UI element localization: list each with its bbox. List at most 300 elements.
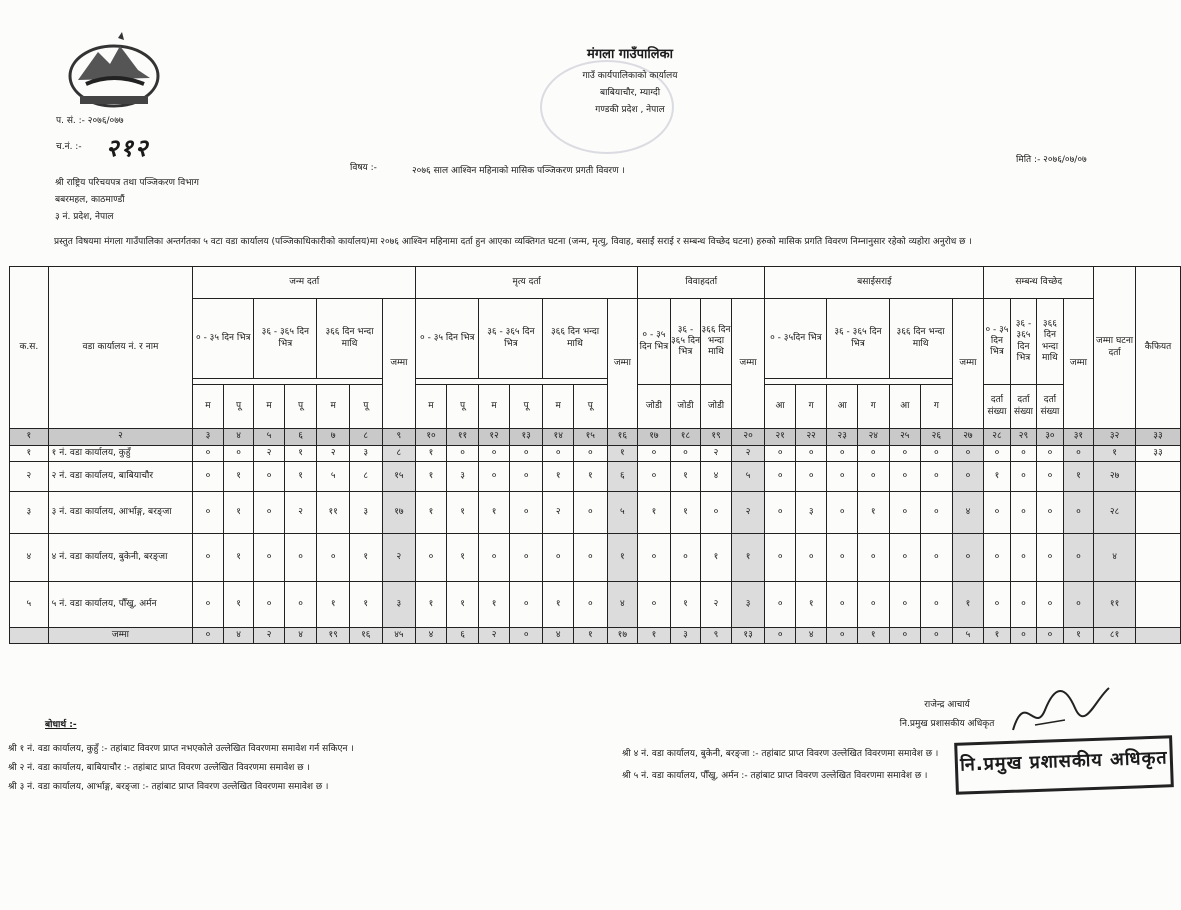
table-row xyxy=(10,534,1181,582)
total-value: ४ xyxy=(795,628,827,644)
recipient-line2: बबरमहल, काठमाण्डौं xyxy=(55,195,125,205)
column-number: १० xyxy=(416,429,447,446)
row-sn: ४ xyxy=(10,534,49,582)
birth-366: ३६६ दिन भन्दा माथि xyxy=(317,299,382,379)
column-number: १३ xyxy=(509,429,543,446)
column-number: २३ xyxy=(827,429,858,446)
total-value: ९ xyxy=(701,628,732,644)
row-sn: १ xyxy=(10,446,49,462)
intro-paragraph: प्रस्तुत विषयमा मंगला गाउँपालिका अन्तर्गतका ५ वटा वडा कार्यालय (पञ्जिकाधिकारीको कार्यालय)मा २०७६ आश्विन महिनामा दर्ता हुन आएका व्यक्तिगत घटना (जन्म, मृत्यु, विवाह, बसाईं सराई र सम्बन्ध विच्छेद घटना) हरुको मासिक प्रगति विवरण निम्नानुसार रहेको व्यहोरा अनुरोध छ । xyxy=(54,237,972,247)
migration-0-35: ० - ३५दिन भित्र xyxy=(765,299,827,379)
row-value: १ xyxy=(446,534,479,582)
row-total-events: १ xyxy=(1094,446,1136,462)
column-number: २४ xyxy=(858,429,890,446)
subject-text: २०७६ साल आश्विन महिनाको मासिक पञ्जिकरण प्रगती विवरण । xyxy=(412,166,625,176)
total-value: ४ xyxy=(284,628,317,644)
row-value: ० xyxy=(1063,534,1094,582)
row-value: ० xyxy=(574,534,608,582)
row-value: ० xyxy=(921,462,953,492)
total-value: ० xyxy=(509,628,543,644)
column-number: १८ xyxy=(670,429,701,446)
row-value: ० xyxy=(284,582,317,628)
death-0-35: ० - ३५ दिन भित्र xyxy=(416,299,479,379)
row-value: ० xyxy=(1063,446,1094,462)
row-value: ० xyxy=(984,492,1010,534)
row-value: १ xyxy=(543,582,574,628)
row-value: १ xyxy=(670,492,701,534)
column-number: ७ xyxy=(317,429,350,446)
row-value: २ xyxy=(254,446,285,462)
row-value: २ xyxy=(731,446,765,462)
row-value: १ xyxy=(795,582,827,628)
sub-pair: जोडी xyxy=(638,385,671,429)
total-value: ३ xyxy=(670,628,701,644)
column-number: ६ xyxy=(284,429,317,446)
row-value: १ xyxy=(317,582,350,628)
column-number: १७ xyxy=(638,429,671,446)
marriage-36-365: ३६ - ३६५ दिन भित्र xyxy=(670,299,701,385)
sub-reg-count: दर्ता संख्या xyxy=(984,385,1010,429)
column-number: २८ xyxy=(984,429,1010,446)
table-row xyxy=(10,492,1181,534)
row-value: ० xyxy=(446,446,479,462)
row-value: २ xyxy=(731,492,765,534)
column-number: ३२ xyxy=(1094,429,1136,446)
note-2: श्री २ नं. वडा कार्यालय, बाबियाचौर :- तहांबाट प्राप्त विवरण उल्लेखित विवरणमा समावेश छ । xyxy=(8,763,310,773)
row-value: ० xyxy=(827,534,858,582)
total-value: १३ xyxy=(731,628,765,644)
official-stamp: नि.प्रमुख प्रशासकीय अधिकृत xyxy=(954,735,1174,795)
marriage-0-35: ० - ३५ दिन भित्र xyxy=(638,299,671,385)
total-value: ४ xyxy=(543,628,574,644)
marriage-sum: जम्मा xyxy=(731,299,765,429)
total-value: ० xyxy=(827,628,858,644)
total-row xyxy=(10,628,1181,644)
row-value: ० xyxy=(827,462,858,492)
row-value: २ xyxy=(284,492,317,534)
row-value: २ xyxy=(701,582,732,628)
row-value: ३ xyxy=(382,582,416,628)
row-value: ० xyxy=(1010,534,1036,582)
row-value: ० xyxy=(984,582,1010,628)
row-value: ० xyxy=(223,446,254,462)
table-row xyxy=(10,462,1181,492)
column-number: २७ xyxy=(952,429,984,446)
total-value: १७ xyxy=(607,628,638,644)
recipient-line3: ३ नं. प्रदेश, नेपाल xyxy=(55,212,114,222)
birth-36-365: ३६ - ३६५ दिन भित्र xyxy=(254,299,317,379)
row-value: ० xyxy=(509,582,543,628)
row-total-events: २८ xyxy=(1094,492,1136,534)
row-value: ० xyxy=(638,446,671,462)
total-value: ० xyxy=(889,628,921,644)
row-value: १५ xyxy=(382,462,416,492)
total-value: १६ xyxy=(349,628,382,644)
migration-36-365: ३६ - ३६५ दिन भित्र xyxy=(827,299,889,379)
row-value: १ xyxy=(416,492,447,534)
row-value: ० xyxy=(827,492,858,534)
row-value: ० xyxy=(638,582,671,628)
row-value: ० xyxy=(765,492,796,534)
row-value: ३ xyxy=(446,462,479,492)
sub-female: पू xyxy=(223,385,254,429)
column-number: १४ xyxy=(543,429,574,446)
row-value: १ xyxy=(479,492,510,534)
row-value: २ xyxy=(701,446,732,462)
column-number: १ xyxy=(10,429,49,446)
column-number: ३० xyxy=(1037,429,1063,446)
row-value: ० xyxy=(1010,446,1036,462)
row-value: ३ xyxy=(349,446,382,462)
column-number: १५ xyxy=(574,429,608,446)
row-value: ० xyxy=(1010,582,1036,628)
row-value: ० xyxy=(827,446,858,462)
row-value: १ xyxy=(638,492,671,534)
row-value: १ xyxy=(670,582,701,628)
total-value: ० xyxy=(765,628,796,644)
row-ward-name: २ नं. वडा कार्यालय, बाबियाचौर xyxy=(48,462,193,492)
row-value: ० xyxy=(670,446,701,462)
sub-female: पू xyxy=(446,385,479,429)
note-1: श्री १ नं. वडा कार्यालय, कुहुँ :- तहांबाट विवरण प्राप्त नभएकोले उल्लेखित विवरणमा समावेश गर्न सकिएन । xyxy=(8,744,354,754)
divorce-0-35: ० - ३५ दिन भित्र xyxy=(984,299,1010,385)
table-row xyxy=(10,446,1181,462)
row-value: १ xyxy=(952,582,984,628)
total-value: ४५ xyxy=(382,628,416,644)
chalani-label: च.नं. :- xyxy=(56,142,82,152)
row-total-events: २७ xyxy=(1094,462,1136,492)
office-name: मंगला गाउँपालिका xyxy=(587,47,673,62)
row-value: ० xyxy=(795,446,827,462)
row-value: ० xyxy=(284,534,317,582)
row-value: १७ xyxy=(382,492,416,534)
total-value: २ xyxy=(254,628,285,644)
column-number: ३१ xyxy=(1063,429,1094,446)
sub-out: ग xyxy=(858,385,890,429)
row-value: १ xyxy=(223,534,254,582)
row-value: १ xyxy=(416,446,447,462)
row-ward-name: ३ नं. वडा कार्यालय, आर्भाङ्ग, बरङ्जा xyxy=(48,492,193,534)
row-value: ० xyxy=(254,534,285,582)
row-value: ० xyxy=(765,582,796,628)
divorce-36-365: ३६ - ३६५ दिन भित्र xyxy=(1010,299,1036,385)
row-value: १ xyxy=(446,492,479,534)
row-value: ० xyxy=(1037,446,1063,462)
row-remarks: ३३ xyxy=(1135,446,1180,462)
column-number: १२ xyxy=(479,429,510,446)
row-value: १ xyxy=(416,582,447,628)
column-number: ८ xyxy=(349,429,382,446)
total-value: ५ xyxy=(952,628,984,644)
sub-pair: जोडी xyxy=(670,385,701,429)
row-value: ० xyxy=(479,534,510,582)
total-value: १ xyxy=(574,628,608,644)
death-sum: जम्मा xyxy=(607,299,638,429)
date: मिति :- २०७६/०७/०७ xyxy=(1016,155,1087,165)
office-line1: गाउँ कार्यपालिकाको कार्यालय xyxy=(582,71,678,81)
divorce-sum: जम्मा xyxy=(1063,299,1094,429)
row-value: ० xyxy=(254,492,285,534)
row-value: १ xyxy=(349,534,382,582)
row-value: १ xyxy=(223,462,254,492)
row-value: ० xyxy=(1010,462,1036,492)
death-366: ३६६ दिन भन्दा माथि xyxy=(543,299,607,379)
column-number: ९ xyxy=(382,429,416,446)
row-value: ० xyxy=(765,534,796,582)
column-number: ३३ xyxy=(1135,429,1180,446)
column-number: २९ xyxy=(1010,429,1036,446)
column-number: ४ xyxy=(223,429,254,446)
sub-out: ग xyxy=(795,385,827,429)
sub-female: पू xyxy=(349,385,382,429)
nepal-emblem-icon xyxy=(58,30,170,112)
sub-male: म xyxy=(317,385,350,429)
row-value: ५ xyxy=(731,462,765,492)
row-value: ३ xyxy=(731,582,765,628)
sub-out: ग xyxy=(921,385,953,429)
total-value: २ xyxy=(479,628,510,644)
row-ward-name: ४ नं. वडा कार्यालय, बुकेनी, बरङ्जा xyxy=(48,534,193,582)
column-number: २१ xyxy=(765,429,796,446)
row-value: ३ xyxy=(349,492,382,534)
row-value: ४ xyxy=(952,492,984,534)
total-value: ८१ xyxy=(1094,628,1136,644)
birth-0-35: ० - ३५ दिन भित्र xyxy=(193,299,254,379)
note-5: श्री ५ नं. वडा कार्यालय, पौँखु, अर्मन :- तहांबाट प्राप्त विवरण उल्लेखित विवरणमा समावेश छ । xyxy=(622,771,928,781)
row-value: ० xyxy=(193,446,224,462)
row-value: २ xyxy=(382,534,416,582)
header-migration: बसाईसराई xyxy=(765,267,984,299)
signature-scribble xyxy=(1005,680,1115,740)
row-value: १ xyxy=(984,462,1010,492)
row-value: ० xyxy=(952,446,984,462)
header-marriage: विवाहदर्ता xyxy=(638,267,765,299)
sub-female: पू xyxy=(284,385,317,429)
row-value: १ xyxy=(223,492,254,534)
row-value: ० xyxy=(889,446,921,462)
marriage-366: ३६६ दिन भन्दा माथि xyxy=(701,299,732,385)
row-value: १ xyxy=(349,582,382,628)
sub-pair: जोडी xyxy=(701,385,732,429)
row-value: १ xyxy=(701,534,732,582)
row-sn: ५ xyxy=(10,582,49,628)
sub-reg-count: दर्ता संख्या xyxy=(1037,385,1063,429)
total-value: ० xyxy=(1037,628,1063,644)
subject-label: विषय :- xyxy=(350,163,377,173)
column-number: २२ xyxy=(795,429,827,446)
sub-female: पू xyxy=(509,385,543,429)
sub-reg-count: दर्ता संख्या xyxy=(1010,385,1036,429)
column-number: १६ xyxy=(607,429,638,446)
row-value: १ xyxy=(284,462,317,492)
row-value: ० xyxy=(889,462,921,492)
sub-male: म xyxy=(193,385,224,429)
row-value: ० xyxy=(574,492,608,534)
row-value: ० xyxy=(1063,582,1094,628)
row-value: ० xyxy=(889,582,921,628)
header-total-events: जम्मा घटना दर्ता xyxy=(1094,267,1136,429)
row-value: ० xyxy=(543,446,574,462)
header-birth: जन्म दर्ता xyxy=(193,267,416,299)
total-value: ६ xyxy=(446,628,479,644)
row-value: ० xyxy=(952,462,984,492)
row-value: ४ xyxy=(701,462,732,492)
note-3: श्री ३ नं. वडा कार्यालय, आर्भाङ्ग, बरङ्जा :- तहांबाट प्राप्त विवरण उल्लेखित विवरणमा समावेश छ । xyxy=(8,782,329,792)
sub-male: म xyxy=(416,385,447,429)
row-value: १ xyxy=(858,492,890,534)
sub-in: आ xyxy=(827,385,858,429)
row-value: १ xyxy=(416,462,447,492)
office-line2: बाबियाचौर, म्याग्दी xyxy=(599,88,661,98)
total-value: १ xyxy=(984,628,1010,644)
column-number-row xyxy=(10,429,1181,446)
divorce-366: ३६६ दिन भन्दा माथि xyxy=(1037,299,1063,385)
row-sn: २ xyxy=(10,462,49,492)
row-value: ० xyxy=(193,492,224,534)
office-line3: गण्डकी प्रदेश , नेपाल xyxy=(595,105,665,115)
row-value: ० xyxy=(858,462,890,492)
column-number: २६ xyxy=(921,429,953,446)
row-value: ११ xyxy=(317,492,350,534)
row-value: ० xyxy=(574,446,608,462)
notes-title: बोधार्थ :- xyxy=(45,720,77,730)
row-value: १ xyxy=(479,582,510,628)
row-value: ० xyxy=(479,462,510,492)
row-value: ० xyxy=(765,462,796,492)
row-value: १ xyxy=(607,446,638,462)
column-number: २५ xyxy=(889,429,921,446)
row-value: १ xyxy=(574,462,608,492)
row-value: २ xyxy=(543,492,574,534)
row-value: ० xyxy=(984,446,1010,462)
row-value: १ xyxy=(284,446,317,462)
row-value: ० xyxy=(193,462,224,492)
row-value: ० xyxy=(921,582,953,628)
row-value: ० xyxy=(254,582,285,628)
note-4: श्री ४ नं. वडा कार्यालय, बुकेनी, बरङ्जा :- तहांबाट प्राप्त विवरण उल्लेखित विवरणमा समावेश छ । xyxy=(622,749,939,759)
row-value: ० xyxy=(1037,534,1063,582)
row-value: ३ xyxy=(795,492,827,534)
total-value: ० xyxy=(193,628,224,644)
row-remarks xyxy=(1135,582,1180,628)
row-value: ५ xyxy=(317,462,350,492)
row-value: १ xyxy=(1063,462,1094,492)
total-value: ४ xyxy=(416,628,447,644)
row-value: ० xyxy=(858,534,890,582)
column-number: ३ xyxy=(193,429,224,446)
row-value: ० xyxy=(765,446,796,462)
row-ward-name: १ नं. वडा कार्यालय, कुहुँ xyxy=(48,446,193,462)
row-value: ० xyxy=(921,492,953,534)
birth-sum: जम्मा xyxy=(382,299,416,429)
row-value: ० xyxy=(889,534,921,582)
sub-in: आ xyxy=(889,385,921,429)
column-number: १९ xyxy=(701,429,732,446)
recipient-line1: श्री राष्ट्रिय परिचयपत्र तथा पञ्जिकरण विभाग xyxy=(55,178,199,188)
row-value: ० xyxy=(827,582,858,628)
row-value: ० xyxy=(1037,492,1063,534)
row-value: ० xyxy=(921,446,953,462)
column-number: ११ xyxy=(446,429,479,446)
row-value: ० xyxy=(670,534,701,582)
row-value: १ xyxy=(731,534,765,582)
row-value: ० xyxy=(254,462,285,492)
sub-male: म xyxy=(254,385,285,429)
header-sn: क.स. xyxy=(10,267,49,429)
row-value: ० xyxy=(1063,492,1094,534)
registration-table xyxy=(9,266,1181,644)
row-ward-name: ५ नं. वडा कार्यालय, पौँखु, अर्मन xyxy=(48,582,193,628)
row-value: ० xyxy=(952,534,984,582)
row-value: ० xyxy=(701,492,732,534)
row-value: ० xyxy=(1010,492,1036,534)
column-number: २० xyxy=(731,429,765,446)
migration-sum: जम्मा xyxy=(952,299,984,429)
row-value: ४ xyxy=(607,582,638,628)
row-value: ० xyxy=(509,462,543,492)
row-remarks xyxy=(1135,492,1180,534)
row-value: ० xyxy=(193,534,224,582)
death-36-365: ३६ - ३६५ दिन भित्र xyxy=(479,299,543,379)
chalani-number: २१२ xyxy=(106,133,150,162)
row-value: १ xyxy=(543,462,574,492)
row-value: ८ xyxy=(349,462,382,492)
header-divorce: सम्बन्ध विच्छेद xyxy=(984,267,1094,299)
table-row xyxy=(10,582,1181,628)
header-death: मृत्य दर्ता xyxy=(416,267,638,299)
row-value: १ xyxy=(607,534,638,582)
migration-366: ३६६ दिन भन्दा माथि xyxy=(889,299,952,379)
header-ward: वडा कार्यालय नं. र नाम xyxy=(48,267,193,429)
column-number: २ xyxy=(48,429,193,446)
total-sn xyxy=(10,628,49,644)
signatory-title: नि.प्रमुख प्रशासकीय अधिकृत xyxy=(899,719,995,729)
row-value: ० xyxy=(1037,462,1063,492)
sub-in: आ xyxy=(765,385,796,429)
row-value: ६ xyxy=(607,462,638,492)
row-value: ० xyxy=(638,462,671,492)
row-value: ० xyxy=(543,534,574,582)
row-value: ८ xyxy=(382,446,416,462)
row-value: ० xyxy=(509,534,543,582)
row-total-events: ११ xyxy=(1094,582,1136,628)
row-value: १ xyxy=(223,582,254,628)
total-value: १९ xyxy=(317,628,350,644)
row-value: ० xyxy=(638,534,671,582)
total-value: १ xyxy=(858,628,890,644)
total-value: ० xyxy=(1010,628,1036,644)
row-remarks xyxy=(1135,462,1180,492)
row-value: ० xyxy=(317,534,350,582)
total-label: जम्मा xyxy=(48,628,193,644)
sub-female: पू xyxy=(574,385,608,429)
sub-male: म xyxy=(543,385,574,429)
total-remarks xyxy=(1135,628,1180,644)
row-value: ० xyxy=(509,446,543,462)
row-value: १ xyxy=(446,582,479,628)
total-value: ४ xyxy=(223,628,254,644)
row-value: ० xyxy=(416,534,447,582)
row-value: ० xyxy=(574,582,608,628)
patra-sankhya: प. सं. :- २०७६/०७७ xyxy=(56,116,124,126)
total-value: ० xyxy=(921,628,953,644)
row-value: ० xyxy=(889,492,921,534)
total-value: १ xyxy=(638,628,671,644)
row-value: २ xyxy=(317,446,350,462)
sub-male: म xyxy=(479,385,510,429)
row-value: ० xyxy=(795,462,827,492)
row-value: ० xyxy=(193,582,224,628)
